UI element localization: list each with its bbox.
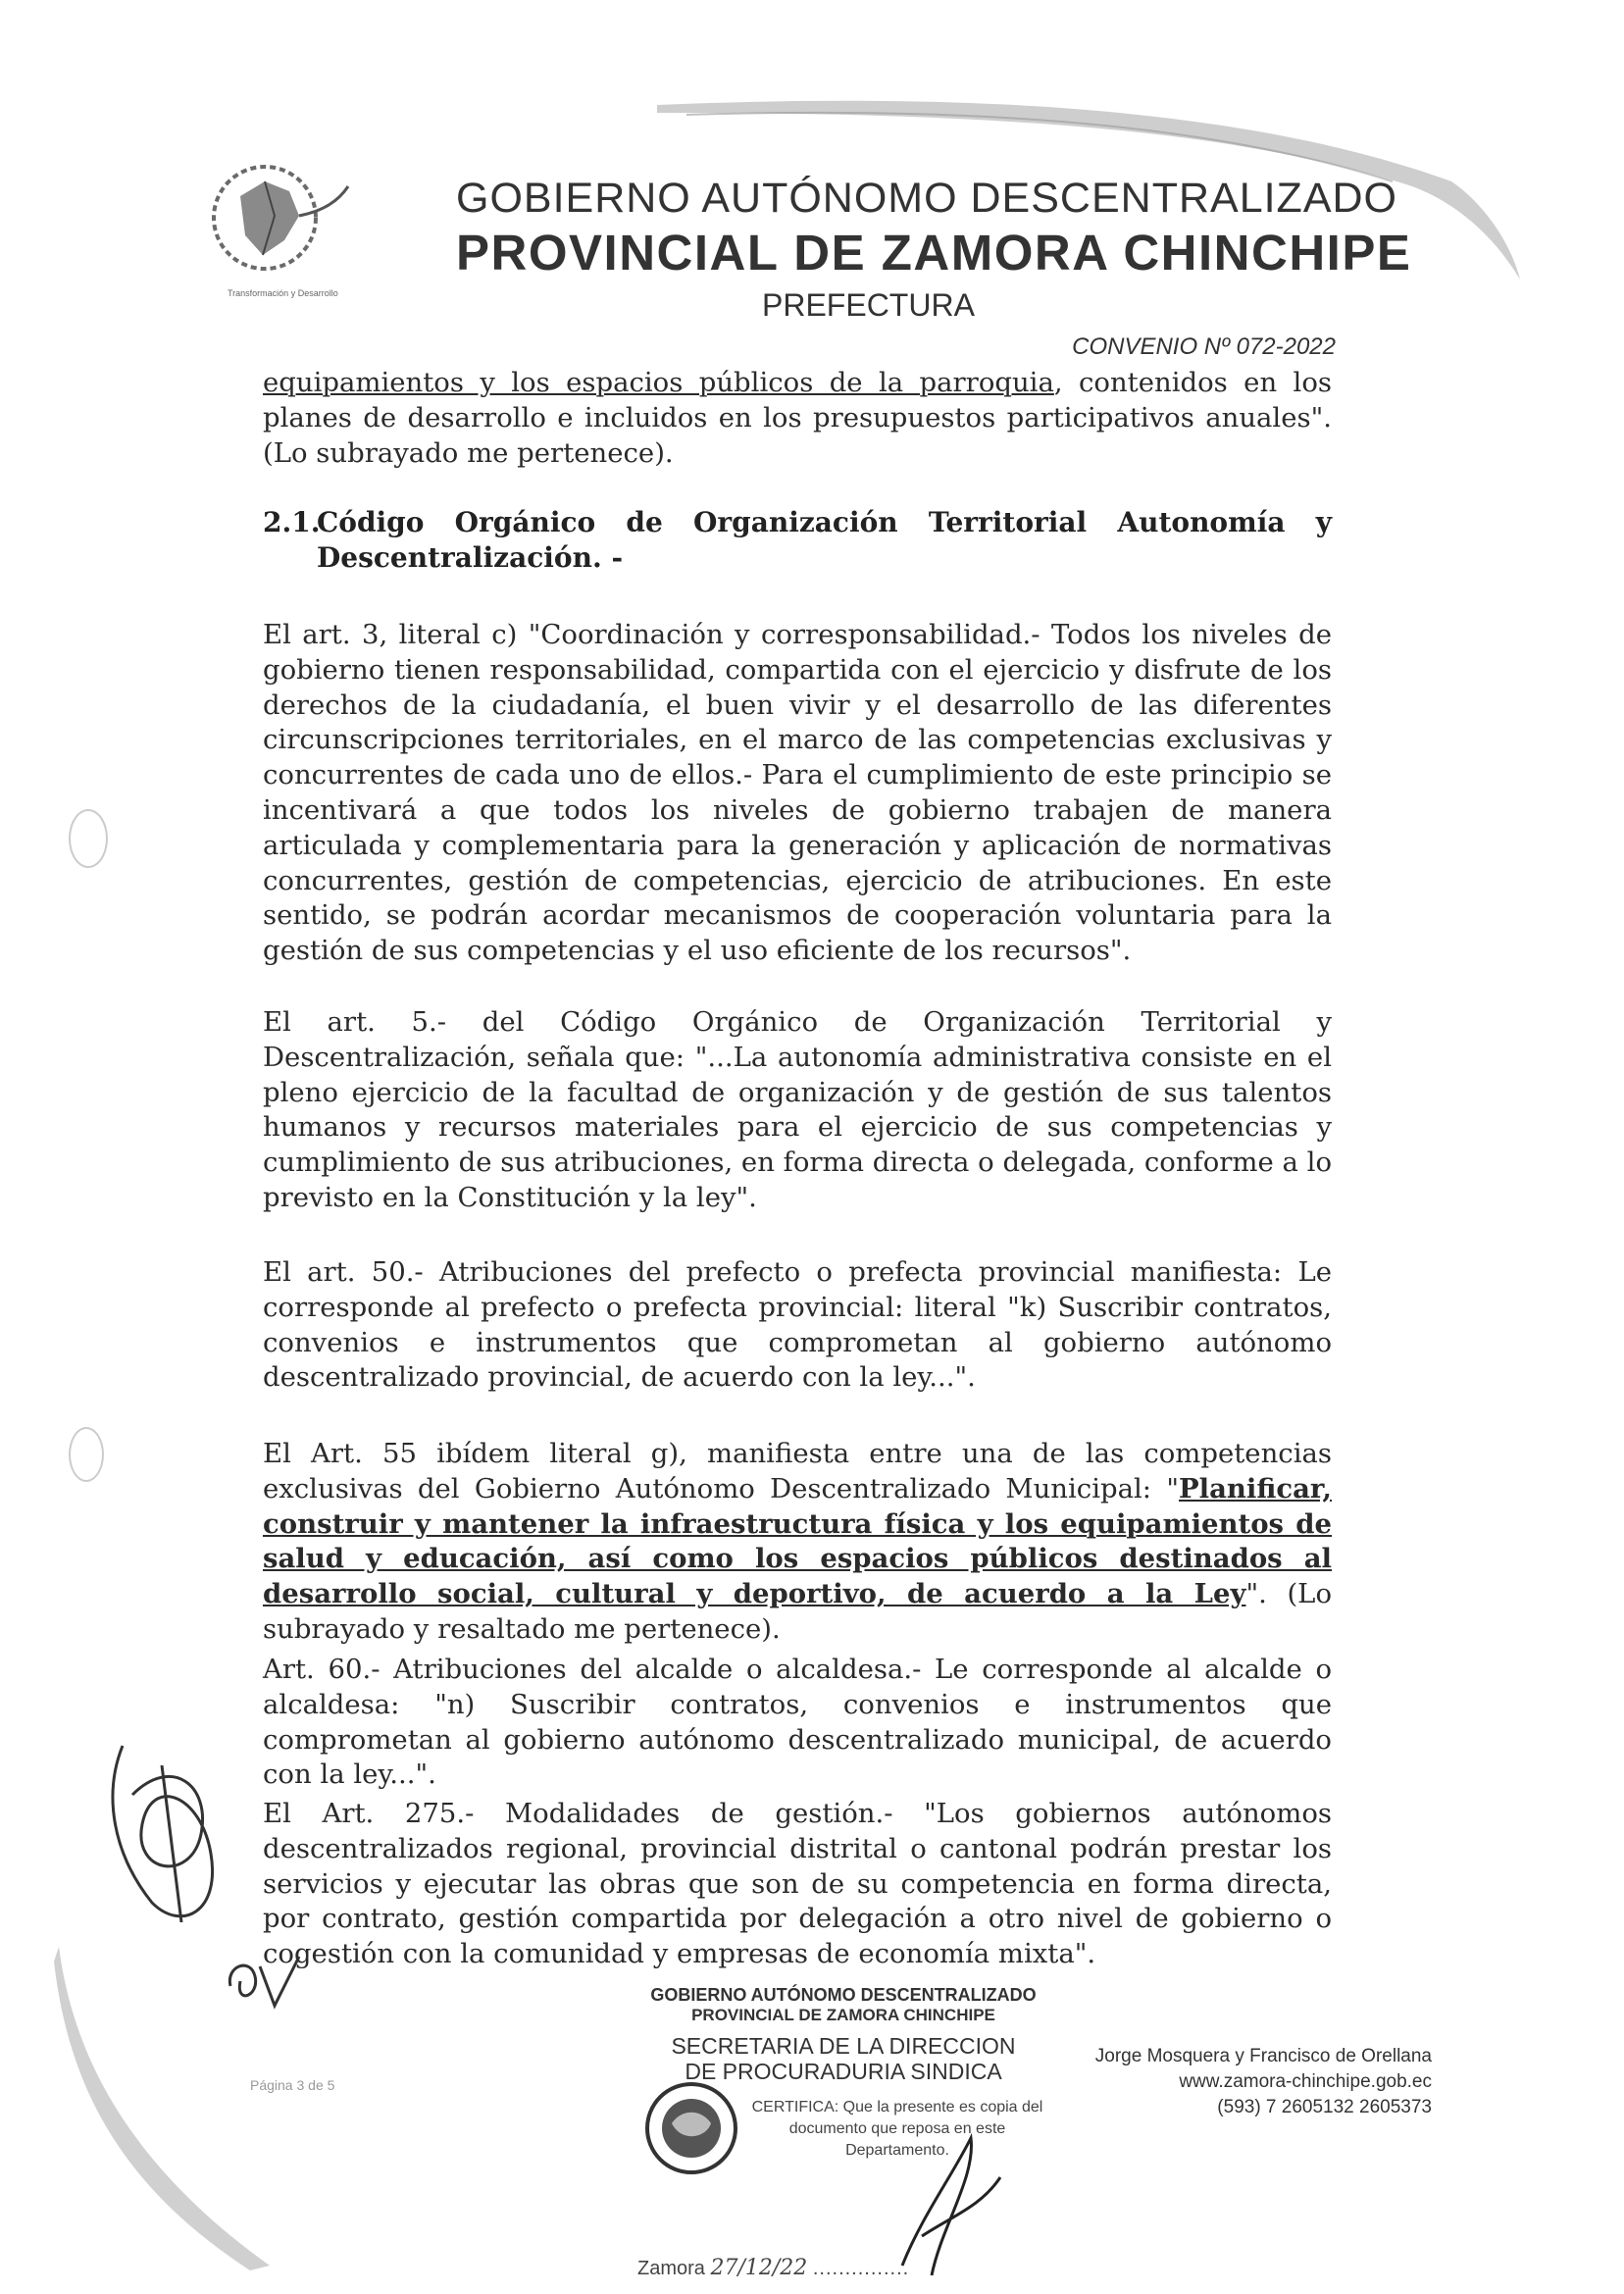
page-number: Página 3 de 5 — [250, 2077, 335, 2093]
paragraph-text: El Art. 55 ibídem literal g), manifiesta entre una de las competencias exclusivas del Gobierno Autónomo Descentralizado Municipal: " — [263, 1438, 1332, 1504]
phone-number: (593) 7 2605132 2605373 — [1217, 2097, 1432, 2117]
convenio-number: CONVENIO Nº 072-2022 — [1072, 333, 1336, 360]
paragraph-text: Art. 60.- Atribuciones del alcalde o alcaldesa.- Le corresponde al alcalde o alcaldesa: "n) Suscribir contratos, convenios e instrumentos que comprometan al gobierno autónomo descentralizado municipal, de acuerdo con la ley...". — [263, 1654, 1332, 1791]
paragraph-art50 — [263, 1255, 1332, 1396]
paragraph-art3 — [263, 618, 1332, 969]
gad-logo-icon — [206, 157, 353, 280]
logo-caption: Transformación y Desarrollo — [228, 288, 338, 298]
initials-signature — [221, 1947, 309, 2015]
stamp-line2: PROVINCIAL DE ZAMORA CHINCHIPE — [691, 2006, 995, 2024]
underlined-text: equipamientos y los espacios públicos de la parroquia — [263, 367, 1054, 398]
section-title: Código Orgánico de Organización Territorial Autonomía y Descentralización. - — [317, 506, 1332, 574]
stamp-line4: DE PROCURADURIA SINDICA — [685, 2059, 1002, 2084]
stamp-date-value: 27/12/22 — [710, 2256, 808, 2280]
stamp-seal-icon — [637, 2074, 745, 2182]
stamp-city: Zamora — [637, 2258, 705, 2279]
paragraph-continuation — [263, 366, 1332, 471]
header-title-line1: GOBIERNO AUTÓNOMO DESCENTRALIZADO — [456, 175, 1397, 222]
certification-stamp — [628, 1985, 1059, 2084]
paragraph-text: El art. 50.- Atribuciones del prefecto o prefecta provincial manifiesta: Le corresponde al prefecto o prefecta provincial: literal "k) Suscribir contratos, convenios e instrumentos que comprometan al gobierno autónomo descentralizado provincial, de acuerdo con la ley...". — [263, 1256, 1332, 1394]
paragraph-art55 — [263, 1437, 1332, 1648]
header-title-line2: PROVINCIAL DE ZAMORA CHINCHIPE — [456, 225, 1412, 280]
stamp-signature — [883, 2118, 1010, 2285]
paragraph-art275 — [263, 1797, 1332, 1972]
contact-info — [1095, 2044, 1432, 2120]
binder-hole-top — [69, 809, 108, 868]
website-link[interactable]: www.zamora-chinchipe.gob.ec — [1179, 2071, 1432, 2092]
section-heading — [263, 505, 1332, 576]
stamp-date: Zamora 27/12/22 ............... — [637, 2256, 910, 2280]
paragraph-text: El art. 5.- del Código Orgánico de Organización Territorial y Descentralización, señala que: "...La autonomía administrativa consiste en el pleno ejercicio de la facultad de organización y de gestión de sus talentos humanos y recursos materiales para el ejercicio de sus competencias y cumplimiento de sus atribuciones, en forma directa o delegada, conforme a lo previsto en la Constitución y la ley". — [263, 1006, 1333, 1213]
stamp-line3: SECRETARIA DE LA DIRECCION — [671, 2033, 1016, 2059]
paragraph-art60 — [263, 1653, 1332, 1793]
paragraph-text: El art. 3, literal c) "Coordinación y corresponsabilidad.- Todos los niveles de gobierno tienen responsabilidad, compartida con el ejercicio y disfrute de los derechos de la ciudadanía, el buen vivir y el desarrollo de las diferentes circunscripciones territoriales, en el marco de las competencias exclusivas y concurrentes de cada uno de ellos.- Para el cumplimiento de este principio se incentivará a que todos los niveles de gobierno trabajen de manera articulada y complementaria para la generación y aplicación de normativas concurrentes, gestión de competencias, ejercicio de atribuciones. En este sentido, se podrán acordar mecanismos de cooperación voluntaria para la gestión de sus competencias y el uso eficiente de los recursos". — [263, 619, 1332, 967]
paragraph-text: ". (Lo subrayado y resaltado me pertenece). — [263, 1578, 1333, 1645]
paragraph-text: El Art. 275.- Modalidades de gestión.- "Los gobiernos autónomos descentralizados regional, provincial distrital o cantonal podrán prestar los servicios y ejecutar las obras que son de su competencia en forma directa, por contrato, gestión compartida por delegación a otro nivel de gobierno o cogestión con la comunidad y empresas de economía mixta". — [263, 1798, 1332, 1970]
stamp-line1: GOBIERNO AUTÓNOMO DESCENTRALIZADO — [650, 1985, 1037, 2005]
margin-signature — [93, 1736, 240, 1942]
header-subtitle: PREFECTURA — [762, 287, 975, 323]
paragraph-text: , contenidos en los planes de desarrollo e incluidos en los presupuestos participativos anuales". (Lo subrayado me pertenece). — [263, 367, 1332, 469]
address: Jorge Mosquera y Francisco de Orellana — [1094, 2046, 1432, 2066]
binder-hole-bottom — [69, 1427, 104, 1482]
bold-underlined-text: Planificar, construir y mantener la infraestructura física y los equipamientos de salud y educación, así como los espacios públicos destinados al desarrollo social, cultural y deportivo, de acuerdo a la Ley — [263, 1472, 1332, 1610]
paragraph-art5 — [263, 1005, 1332, 1216]
section-number: 2.1. — [263, 506, 321, 538]
certification-text: CERTIFICA: Que la presente es copia del documento que reposa en este Departamento. — [751, 2099, 1043, 2159]
